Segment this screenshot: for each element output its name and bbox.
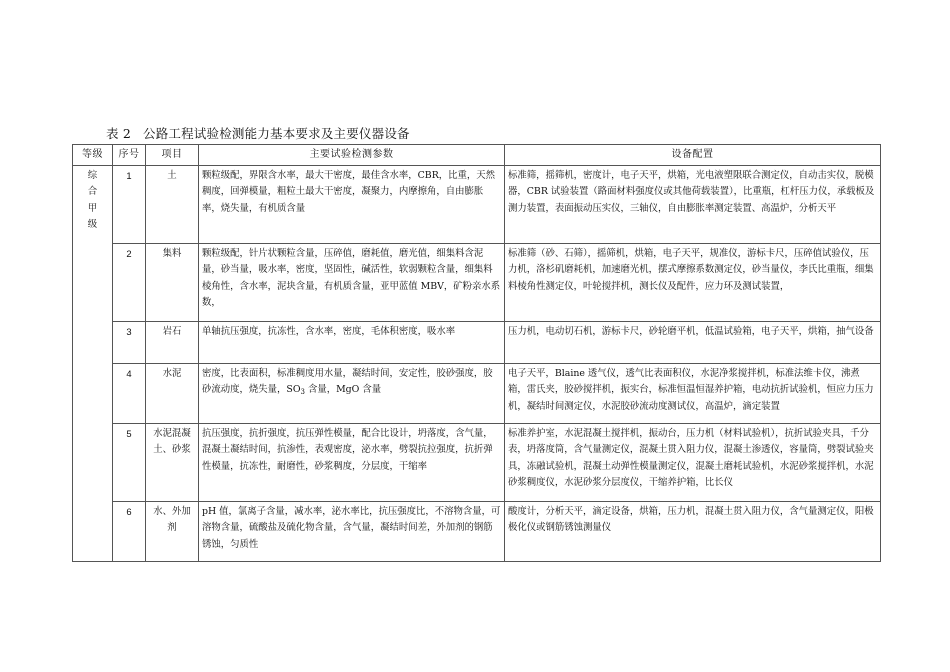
row-params: 颗粒级配，界限含水率，最大干密度，最佳含水率，CBR，比重，天然稠度，回弹模量，粗粒土最大干密度，凝聚力，内摩擦角，自由膨胀率，烧失量，有机质含量 xyxy=(199,166,505,244)
row-equipment: 标准养护室，水泥混凝土搅拌机，振动台，压力机（材料试验机），抗折试验夹具，千分表，坍落度筒，含气量测定仪，混凝土贯入阻力仪，混凝土渗透仪，容量筒，劈裂试验夹具，冻融试验机，混凝土动弹性模量测定仪，混凝土磨耗试验机，水泥砂浆搅拌机，水泥砂浆稠度仪，水泥砂浆分层度仪，干缩养护箱，比长仪 xyxy=(505,424,881,502)
grade-label: 综合甲级 xyxy=(87,170,98,230)
row-seq: 5 xyxy=(113,424,146,502)
table-row xyxy=(73,424,881,502)
row-params: 单轴抗压强度，抗冻性，含水率，密度，毛体积密度，吸水率 xyxy=(199,322,505,364)
row-seq: 6 xyxy=(113,502,146,562)
table-row xyxy=(73,166,881,244)
row-seq: 4 xyxy=(113,364,146,424)
table-row xyxy=(73,364,881,424)
table-row xyxy=(73,322,881,364)
header-params: 主要试验检测参数 xyxy=(199,145,505,166)
header-grade: 等级 xyxy=(73,145,113,166)
row-item: 土 xyxy=(146,166,199,244)
row-item: 岩石 xyxy=(146,322,199,364)
row-equipment: 电子天平，Blaine 透气仪，透气比表面积仪，水泥净浆搅拌机，标准法维卡仪，沸煮箱，雷氏夹，胶砂搅拌机，振实台，标准恒温恒湿养护箱，电动抗折试验机，恒应力压力机，凝结时间测定仪，水泥胶砂流动度测试仪，高温炉，滴定装置 xyxy=(505,364,881,424)
table-title: 公路工程试验检测能力基本要求及主要仪器设备 xyxy=(143,126,410,141)
row-seq: 1 xyxy=(113,166,146,244)
table-header-row xyxy=(73,145,881,166)
row-item: 水、外加剂 xyxy=(146,502,199,562)
row-equipment: 酸度计，分析天平，滴定设备，烘箱，压力机，混凝土贯入阻力仪，含气量测定仪，阳极极化仪或钢筋锈蚀测量仪 xyxy=(505,502,881,562)
row-seq: 2 xyxy=(113,244,146,322)
header-seq: 序号 xyxy=(113,145,146,166)
row-item: 集料 xyxy=(146,244,199,322)
row-equipment: 标准筛（砂、石筛），摇筛机，烘箱，电子天平，规准仪，游标卡尺，压碎值试验仪，压力机，洛杉矶磨耗机，加速磨光机，摆式摩擦系数测定仪，砂当量仪，李氏比重瓶，细集料棱角性测定仪，叶轮搅拌机，测长仪及配件，应力环及测试装置， xyxy=(505,244,881,322)
so3-subscript: 3 xyxy=(300,388,305,397)
params-text-b: 含量，MgO 含量 xyxy=(304,384,382,396)
header-item: 项目 xyxy=(146,145,199,166)
row-equipment: 压力机，电动切石机，游标卡尺，砂轮磨平机，低温试验箱，电子天平，烘箱，抽气设备 xyxy=(505,322,881,364)
capability-table xyxy=(72,144,881,562)
table-number: 表 2 xyxy=(106,126,132,141)
row-params: 抗压强度，抗折强度，抗压弹性模量，配合比设计，坍落度，含气量，混凝土凝结时间，抗渗性，表观密度，泌水率，劈裂抗拉强度，抗折弹性模量，抗冻性，耐磨性，砂浆稠度，分层度，干缩率 xyxy=(199,424,505,502)
grade-cell xyxy=(73,166,113,562)
table-row xyxy=(73,244,881,322)
row-params: pH 值，氯离子含量，减水率，泌水率比，抗压强度比，不溶物含量，可溶物含量，硫酸盐及硫化物含量，含气量，凝结时间差，外加剂的钢筋锈蚀，匀质性 xyxy=(199,502,505,562)
row-equipment: 标准筛，摇筛机，密度计，电子天平，烘箱，光电液塑限联合测定仪，自动击实仪，脱模器，CBR 试验装置（路面材料强度仪或其他荷载装置），比重瓶，杠杆压力仪，承载板及测力装置，表面振动压实仪，三轴仪，自由膨胀率测定装置、高温炉，分析天平 xyxy=(505,166,881,244)
row-seq: 3 xyxy=(113,322,146,364)
table-caption xyxy=(106,124,410,142)
row-item: 水泥混凝土、砂浆 xyxy=(146,424,199,502)
header-equipment: 设备配置 xyxy=(505,145,881,166)
so3-formula xyxy=(286,384,305,395)
so-symbol: SO xyxy=(286,384,301,396)
row-params xyxy=(199,364,505,424)
row-item: 水泥 xyxy=(146,364,199,424)
table-row xyxy=(73,502,881,562)
row-params: 颗粒级配，针片状颗粒含量，压碎值，磨耗值，磨光值，细集料含泥量，砂当量，吸水率，密度，坚固性，碱活性，软弱颗粒含量，细集料棱角性，含水率，泥块含量，有机质含量，亚甲蓝值 MBV，矿粉亲水系数， xyxy=(199,244,505,322)
params-text-a: 密度，比表面积，标准稠度用水量，凝结时间，安定性，胶砂强度，胶砂流动度，烧失量， xyxy=(202,368,493,396)
